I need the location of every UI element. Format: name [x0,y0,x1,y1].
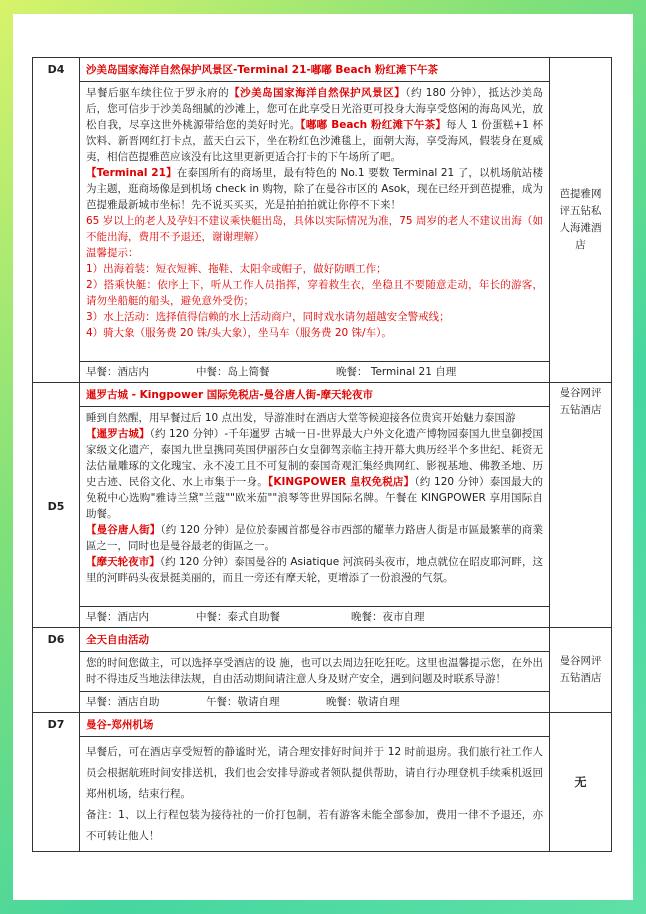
text: 早餐后驱车续往位于罗永府的 [86,87,230,99]
day-title: 暹罗古城 - Kingpower 国际免税店-曼谷唐人街-摩天轮夜市 [80,383,549,407]
text: （约 120 分钟）泰国最大的免税中心选购"雅诗兰黛"兰蔻""欧米茄""浪琴等世界国际名牌。午餐在 KINGPOWER 享用国际自助餐。 [86,476,543,520]
paragraph [86,85,543,165]
day-description [80,652,549,691]
day-label: D6 [33,628,80,713]
itinerary-table [32,57,612,852]
spacer [86,341,543,357]
tip-item: 4）骑大象（服务费 20 铢/头大象），坐马车（服务费 20 铢/车）。 [86,327,392,339]
highlight-attraction: 【沙美岛国家海洋自然保护风景区】 [229,87,406,99]
day-row-d4 [33,58,612,383]
text: 在泰国所有的商场里，最有特色的 No.1 要数 Terminal 21 了，以机场航站楼为主题，逛商场像是到机场 check in 购物，除了在曼谷市区的 Asok，现在已经开到芭提雅，成为芭提雅最新城市坐标！先不说买买买，光是拍拍拍就让你停不下来！ [86,167,543,211]
tip-item: 2）搭乘快艇：依序上下，听从工作人员指挥，穿着救生衣，坐稳且不要随意走动，年长的游客，请勿坐船艇的船头，避免意外受伤； [86,279,543,307]
paragraph [86,554,543,586]
hotel-cell: 无 [550,713,612,852]
lunch: 中餐：岛上简餐 [196,366,270,378]
lunch: 午餐：敬请自理 [206,696,280,708]
dinner: 晚餐： Terminal 21 自理 [336,366,457,378]
day-description [80,737,549,851]
day-row-d7 [33,713,612,852]
text: （约 120 分钟）-千年暹罗 古城一日-世界最大户外文化遗产博物园泰国九世皇御授国家级文化遗产，泰国九世皇携同英国伊丽莎白女皇御驾亲临主持开幕大典历经半个多世纪、耗资无法估量雕琢的文化瑰宝、永不凌工且不可复制的泰国奇观汇集经典网红、影视基地、佛教圣地、历史古迹、民俗文化、水上市集于一身。 [86,428,544,488]
highlight-attraction: 【暹罗古城】 [86,428,150,440]
paragraph: 您的时间您做主，可以选择享受酒店的设 施，也可以去周边狂吃狂吃。这里也温馨提示您，在外出时不得违反当地法律法规，自由活动期间请注意人身及财产安全，遇到问题及时联系导游！ [86,657,543,685]
breakfast: 早餐：酒店内 [86,366,149,378]
day-title: 曼谷-郑州机场 [80,713,549,737]
highlight-attraction: 【Terminal 21】 [86,167,177,179]
highlight-attraction: 【KINGPOWER 皇权免税店】 [267,476,415,488]
hotel-cell: 曼谷网评五钻酒店 [550,628,612,713]
text: （约 120 分钟）泰国曼谷的 Asiatique 河滨码头夜市，地点就位在昭皮耶河畔，这里的河畔码头夜景挺美丽的，而且一旁还有摩天轮，更增添了一份浪漫的气氛。 [86,556,544,584]
paragraph: 备注：1、以上行程包装为接待社的一价打包制，若有游客未能全部参加，费用一律不予退还，亦不可转让他人！ [86,809,543,842]
breakfast: 早餐：酒店内 [86,611,149,623]
day-description [80,82,549,361]
text: （约 180 分钟），抵达沙美岛后，您可信步于沙美岛细腻的沙滩上，您可在此享受日光浴更可投身大海享受悠闲的海岛风光，放松自我，尽享这世外桃源带给您的美好时光。 [86,87,544,131]
day-content [80,383,550,628]
day-label: D4 [33,58,80,383]
paragraph [86,426,543,522]
meals-row [80,606,549,627]
tip-item: 3）水上活动：选择值得信赖的水上活动商户，同时戏水请勿超越安全警戒线； [86,311,450,323]
day-content [80,628,550,713]
document-page [13,14,633,900]
highlight-attraction: 【摩天轮夜市】 [86,556,160,568]
meals-row [80,361,549,382]
day-label: D5 [33,383,80,628]
warning-text: 65 岁以上的老人及孕妇不建议乘快艇出岛，具体以实际情况为准，75 周岁的老人不建议出海（如不能出海，费用不予退还，谢谢理解） [86,215,543,243]
text: （约 120 分钟）是位於泰國首都曼谷市西部的耀華力路唐人街是市區最繁華的商業區之一，同时也是曼谷最老的街區之一。 [86,524,544,552]
hotel-cell: 曼谷网评五钻酒店 [550,383,612,628]
spacer [86,586,543,602]
day-label: D7 [33,713,80,852]
highlight-attraction: 【嘟嘟 Beach 粉红滩下午茶】 [300,119,447,131]
day-content [80,58,550,383]
tip-item: 1）出海着装：短衣短裤、拖鞋、太阳伞或帽子，做好防晒工作； [86,263,387,275]
highlight-attraction: 【曼谷唐人街】 [86,524,161,536]
paragraph: 早餐后，可在酒店享受短暂的静谧时光，请合理安排好时间并于 12 时前退房。我们旅行社工作人员会根据航班时间安排送机，我们也会安排导游或者领队提供帮助，请自行办理登机手续乘机返回郑州机场，结束行程。 [86,746,543,800]
tips-title: 温馨提示： [86,247,139,259]
paragraph [86,522,543,554]
day-title: 全天自由活动 [80,628,549,652]
lunch: 中餐：泰式自助餐 [196,611,280,623]
day-description [80,407,549,606]
day-title: 沙美岛国家海洋自然保护风景区-Terminal 21-嘟嘟 Beach 粉红滩下午茶 [80,58,549,82]
hotel-cell: 芭提雅网评五钻私人海滩酒店 [550,58,612,383]
dinner: 晚餐：夜市自理 [351,611,425,623]
dinner: 晚餐：敬请自理 [326,696,400,708]
meals-row [80,691,549,712]
day-content [80,713,550,852]
day-row-d5 [33,383,612,628]
day-row-d6 [33,628,612,713]
breakfast: 早餐：酒店自助 [86,696,160,708]
text: 每人 1 份蛋糕+1 杯饮料、新晋网红打卡点，蓝天白云下，坐在粉红色沙滩毯上，面朝大海，享受海风，假装身在夏威夷，相信芭提雅芭应该没有比这里更新更适合打卡的下午场所了吧。 [86,119,543,163]
paragraph: 睡到自然醒，用早餐过后 10 点出发，导游准时在酒店大堂等候迎接各位贵宾开始魅力泰国游 [86,412,516,424]
paragraph [86,165,543,213]
